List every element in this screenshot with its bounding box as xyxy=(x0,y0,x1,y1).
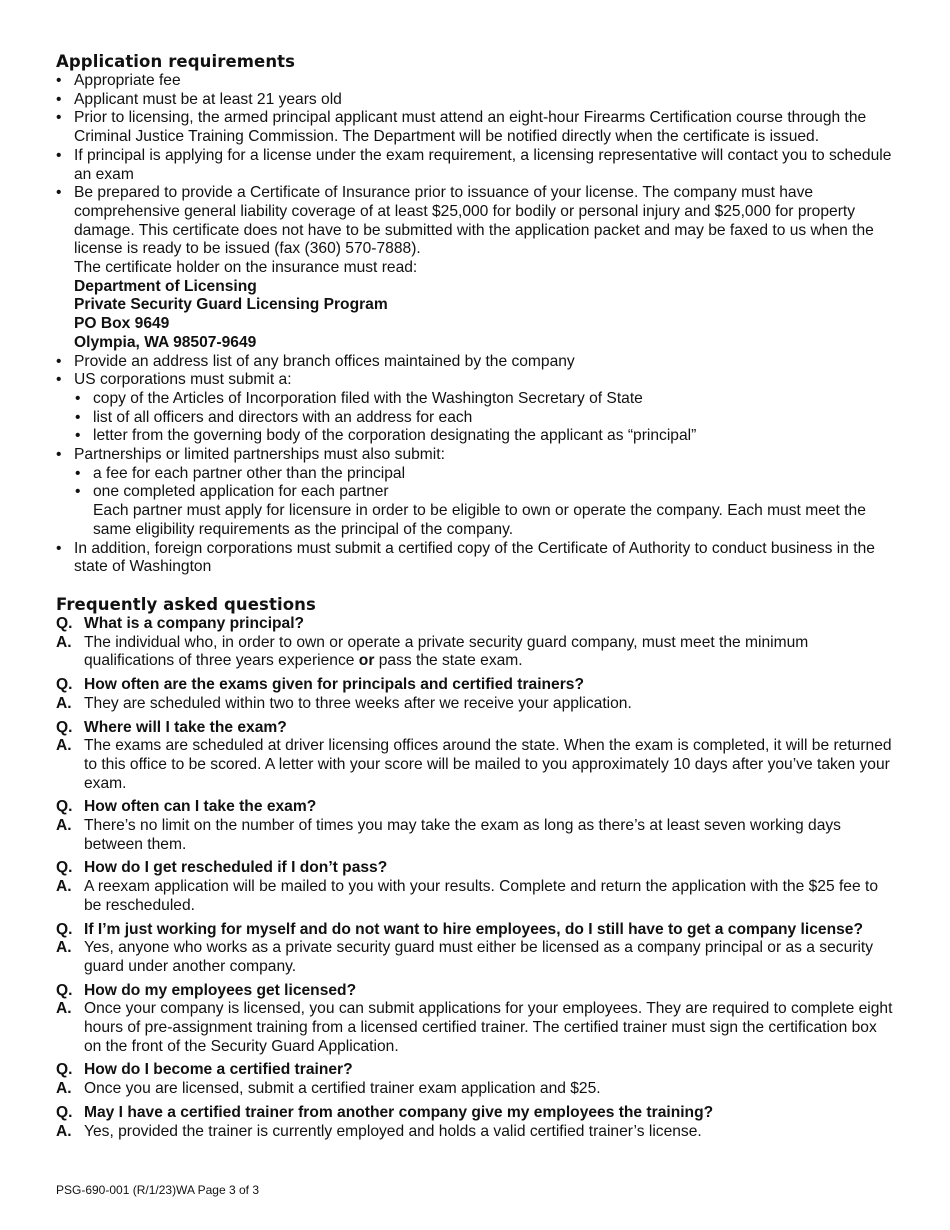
a-label: A. xyxy=(56,633,72,651)
q-label: Q. xyxy=(56,718,73,736)
faq-item xyxy=(56,676,896,713)
answer-text: pass the state exam. xyxy=(378,652,523,670)
q-label: Q. xyxy=(56,981,73,999)
a-label: A. xyxy=(56,1122,72,1140)
a-label: A. xyxy=(56,694,72,712)
faq-answer xyxy=(56,1123,896,1142)
question-text: If I’m just working for myself and do not want to hire employees, do I still have to get a company license? xyxy=(84,920,863,938)
answer-text: Yes, provided the trainer is currently employed and holds a valid certified trainer’s license. xyxy=(84,1122,702,1140)
faq-question xyxy=(56,676,896,695)
list-item: • In addition, foreign corporations must submit a certified copy of the Certificate of Authority to conduct business in the state of Washington xyxy=(56,540,896,577)
question-text: How do I get rescheduled if I don’t pass? xyxy=(84,859,388,877)
list-item: • Appropriate fee xyxy=(56,72,896,91)
faq-answer xyxy=(56,1080,896,1099)
answer-text: They are scheduled within two to three weeks after we receive your application. xyxy=(84,694,632,712)
sublist-item: • copy of the Articles of Incorporation filed with the Washington Secretary of State xyxy=(74,390,896,409)
faq-question xyxy=(56,859,896,878)
sublist-item xyxy=(74,483,896,539)
list-item: • Applicant must be at least 21 years old xyxy=(56,91,896,110)
q-label: Q. xyxy=(56,614,73,632)
faq-item xyxy=(56,982,896,1057)
faq-question xyxy=(56,1104,896,1123)
q-label: Q. xyxy=(56,676,73,694)
document-page xyxy=(56,52,896,1146)
address-line: Department of Licensing xyxy=(74,277,257,295)
partnerships-sublist xyxy=(74,465,896,540)
faq-answer xyxy=(56,939,896,976)
faq-item xyxy=(56,798,896,854)
page-footer: PSG-690-001 (R/1/23)WA Page 3 of 3 xyxy=(56,1183,259,1197)
partnerships-item xyxy=(56,446,896,540)
faq-answer xyxy=(56,634,896,671)
answer-text: There’s no limit on the number of times you may take the exam as long as there’s at least seven working days between them. xyxy=(84,817,841,853)
sublist-item: • a fee for each partner other than the principal xyxy=(74,465,896,484)
a-label: A. xyxy=(56,1000,72,1018)
a-label: A. xyxy=(56,737,72,755)
requirements-list xyxy=(56,72,896,577)
answer-emphasis: or xyxy=(358,652,375,670)
sublist-item: • list of all officers and directors with an address for each xyxy=(74,409,896,428)
q-label: Q. xyxy=(56,859,73,877)
answer-text: The individual who, in order to own or operate a private security guard company, must meet the minimum qualifications of three years experience xyxy=(84,633,809,670)
address-line: Private Security Guard Licensing Program xyxy=(74,296,388,314)
faq-question xyxy=(56,982,896,1001)
question-text: How often can I take the exam? xyxy=(84,798,317,816)
faq-item xyxy=(56,1104,896,1141)
faq-answer xyxy=(56,817,896,854)
faq-answer xyxy=(56,1000,896,1056)
sublist-item-text: • one completed application for each partner xyxy=(93,483,389,501)
answer-text: Yes, anyone who works as a private security guard must either be licensed as a company principal or as a security guard under another company. xyxy=(84,939,874,975)
list-item: • Prior to licensing, the armed principal applicant must attend an eight-hour Firearms Certification course through the Criminal Justice Training Commission. The Department will be notified directly when the certificate is issued. xyxy=(56,109,896,146)
list-item: • Provide an address list of any branch offices maintained by the company xyxy=(56,353,896,372)
faq-item xyxy=(56,1061,896,1098)
faq-item xyxy=(56,615,896,671)
faq-answer xyxy=(56,695,896,714)
a-label: A. xyxy=(56,1080,72,1098)
faq-item xyxy=(56,719,896,794)
partnership-note: Each partner must apply for licensure in order to be eligible to own or operate the company. Each must meet the same eligibility requirements as the principal of the company. xyxy=(93,502,866,538)
insurance-item xyxy=(56,184,896,352)
a-label: A. xyxy=(56,817,72,835)
q-label: Q. xyxy=(56,1103,73,1121)
faq-answer xyxy=(56,737,896,793)
holder-intro: The certificate holder on the insurance must read: xyxy=(74,259,418,277)
a-label: A. xyxy=(56,878,72,896)
answer-text: A reexam application will be mailed to you with your results. Complete and return the application with the $25 fee to be rescheduled. xyxy=(84,878,878,914)
a-label: A. xyxy=(56,939,72,957)
faq-heading: Frequently asked questions xyxy=(56,594,316,614)
partnerships-text: Partnerships or limited partnerships must also submit: xyxy=(74,446,445,464)
question-text: How often are the exams given for principals and certified trainers? xyxy=(84,676,584,694)
faq-item xyxy=(56,859,896,915)
address-line: Olympia, WA 98507-9649 xyxy=(74,333,257,351)
question-text: How do I become a certified trainer? xyxy=(84,1061,353,1079)
answer-text: Once your company is licensed, you can submit applications for your employees. They are required to complete eight hours of pre-assignment training from a licensed certified trainer. The certified trainer must sign the certification box on the front of the Security Guard Application. xyxy=(84,1000,893,1055)
faq-item xyxy=(56,921,896,977)
faq-answer xyxy=(56,878,896,915)
address-line: PO Box 9649 xyxy=(74,315,170,333)
faq-question xyxy=(56,1061,896,1080)
us-corporations-text: US corporations must submit a: xyxy=(74,371,292,389)
question-text: Where will I take the exam? xyxy=(84,718,287,736)
sublist-item: • letter from the governing body of the corporation designating the applicant as “principal” xyxy=(74,427,896,446)
list-item: • If principal is applying for a license under the exam requirement, a licensing representative will contact you to schedule an exam xyxy=(56,147,896,184)
requirements-heading: Application requirements xyxy=(56,52,296,71)
us-corporations-item xyxy=(56,371,896,446)
question-text: How do my employees get licensed? xyxy=(84,981,357,999)
q-label: Q. xyxy=(56,798,73,816)
answer-text: The exams are scheduled at driver licensing offices around the state. When the exam is completed, it will be returned to this office to be scored. A letter with your score will be mailed to you approximately 10 days after you’ve taken your exam. xyxy=(84,737,892,792)
answer-text: Once you are licensed, submit a certified trainer exam application and $25. xyxy=(84,1080,601,1098)
faq-question xyxy=(56,921,896,940)
insurance-text: Be prepared to provide a Certificate of Insurance prior to issuance of your license. The company must have comprehensive general liability coverage of at least $25,000 for bodily or personal injury and $25,000 for property damage. This certificate does not have to be submitted with the application packet and may be faxed to us when the license is ready to be issued (fax (360) 570-7888). xyxy=(74,184,874,258)
faq-question xyxy=(56,798,896,817)
question-text: What is a company principal? xyxy=(84,614,305,632)
question-text: May I have a certified trainer from another company give my employees the training? xyxy=(84,1103,714,1121)
q-label: Q. xyxy=(56,920,73,938)
q-label: Q. xyxy=(56,1061,73,1079)
faq-question xyxy=(56,719,896,738)
faq-question xyxy=(56,615,896,634)
us-corporations-sublist xyxy=(74,390,896,446)
